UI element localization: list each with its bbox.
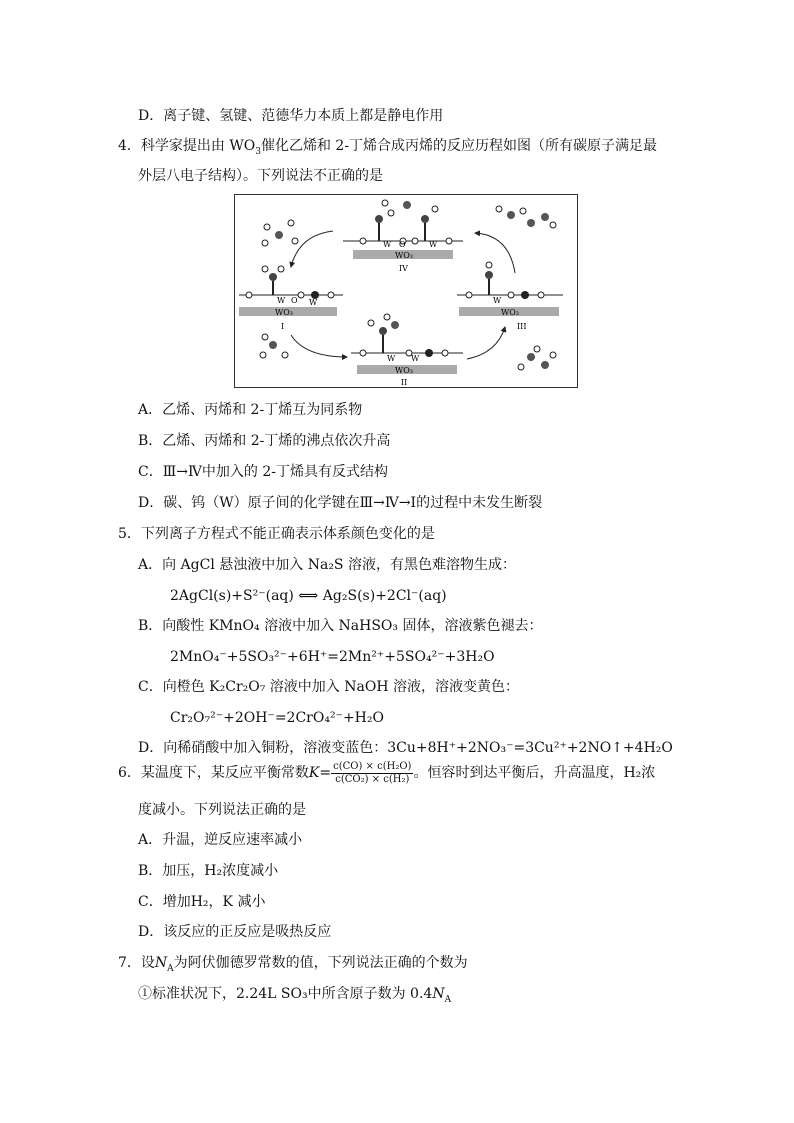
q4-option-a: A．乙烯、丙烯和 2-丁烯互为同系物	[138, 402, 363, 418]
o-label-iv: O	[399, 240, 406, 249]
molecule-bottom-right	[518, 346, 556, 370]
w-label-iv-b: W	[429, 240, 438, 249]
molecule-bottom-left	[260, 334, 288, 358]
q7-na-symbol: N	[154, 955, 168, 971]
q4-option-d: D．碳、钨（W）原子间的化学键在Ⅲ→Ⅳ→Ⅰ的过程中未发生断裂	[138, 495, 543, 511]
molecule-top-right	[496, 206, 556, 228]
q7-item-1-na-sub: A	[444, 994, 452, 1005]
w-label-i-b: W	[309, 298, 318, 307]
q5-option-a: A．向 AgCl 悬浊液中加入 Na₂S 溶液，有黑色难溶物生成：	[138, 557, 516, 573]
q4-stem-part1: 4．科学家提出由 WO	[118, 138, 256, 154]
q4-stem-line2: 外层八电子结构）。下列说法不正确的是	[138, 168, 383, 184]
molecule-top-left	[262, 220, 298, 246]
mechanism-diagram	[235, 195, 577, 387]
q4-stem-part2: 催化乙烯和 2-丁烯合成丙烯的反应历程如图（所有碳原子满足最	[260, 138, 658, 154]
q6-k-symbol: K=	[308, 765, 332, 781]
label-iv: IV	[399, 264, 408, 273]
q7-item-1	[138, 984, 451, 1004]
o-label-i: O	[291, 296, 298, 305]
q7-stem-part1: 7．设	[118, 955, 155, 971]
w-label-ii-b: W	[411, 354, 420, 363]
q7-na-sub: A	[167, 963, 174, 974]
q6-option-c: C．增加H₂，K 减小	[138, 894, 266, 910]
q6-denominator: c(CO₂) × c(H₂)	[335, 773, 410, 785]
q7-item-1-na: N	[432, 986, 445, 1002]
arrow-iii-to-iv	[475, 233, 515, 273]
q5-equation-b: 2MnO₄⁻+5SO₃²⁻+6H⁺=2Mn²⁺+5SO₄²⁻+3H₂O	[170, 649, 495, 665]
q6-numerator: c(CO) × c(H₂O)	[333, 760, 412, 772]
q5-option-d: D．向稀硝酸中加入铜粉，溶液变蓝色：3Cu+8H⁺+2NO₃⁻=3Cu²⁺+2NO↑+4H₂O	[138, 740, 673, 756]
q4-option-b: B．乙烯、丙烯和 2-丁烯的沸点依次升高	[138, 433, 391, 449]
q4-option-c: C．Ⅲ→Ⅳ中加入的 2-丁烯具有反式结构	[138, 464, 389, 480]
q4-stem-sub: 3	[255, 146, 261, 157]
q5-option-c: C．向橙色 K₂Cr₂O₇ 溶液中加入 NaOH 溶液，溶液变黄色：	[138, 679, 519, 695]
label-i: I	[281, 322, 285, 331]
q6-stem-line2: 度减小。下列说法正确的是	[138, 802, 306, 818]
q5-equation-a: 2AgCl(s)+S²⁻(aq) ⟺ Ag₂S(s)+2Cl⁻(aq)	[170, 588, 447, 604]
q5-equation-c: Cr₂O₇²⁻+2OH⁻=2CrO₄²⁻+H₂O	[170, 710, 384, 726]
reaction-mechanism-figure	[234, 194, 578, 388]
arrow-i-to-ii	[291, 335, 347, 357]
w-label-iv-a: W	[383, 240, 392, 249]
q5-stem: 5．下列离子方程式不能正确表示体系颜色变化的是	[118, 526, 435, 542]
q6-option-a: A．升温，逆反应速率减小	[138, 832, 303, 848]
q6-stem-line1	[118, 760, 655, 786]
arrow-iv-to-i	[291, 231, 333, 267]
q7-stem-part2: 为阿伏伽德罗常数的值，下列说法正确的个数为	[173, 955, 468, 971]
w-label-i: W	[277, 296, 286, 305]
q3-option-d: D．离子键、氢键、范德华力本质上都是静电作用	[138, 108, 444, 124]
q4-stem-line1	[118, 136, 657, 156]
q7-item-1-text: ①标准状况下，2.24L SO₃中所含原子数为 0.4	[138, 986, 433, 1002]
q5-option-b: B．向酸性 KMnO₄ 溶液中加入 NaHSO₃ 固体，溶液紫色褪去：	[138, 618, 543, 634]
wo3-label-ii: WO₃	[395, 366, 413, 375]
w-label-ii: W	[387, 354, 396, 363]
w-label-iii: W	[493, 296, 502, 305]
arrow-ii-to-iii	[467, 327, 505, 359]
q6-stem-part2: 。恒容时到达平衡后，升高温度，H₂浓	[413, 765, 656, 781]
wo3-label-iv: WO₃	[395, 251, 413, 260]
wo3-label-i: WO₃	[275, 308, 293, 317]
q6-option-b: B．加压，H₂浓度减小	[138, 863, 279, 879]
q6-k-fraction	[331, 761, 413, 786]
label-iii: III	[517, 322, 527, 331]
q7-stem	[118, 953, 468, 973]
wo3-label-iii: WO₃	[501, 308, 519, 317]
q6-stem-part1: 6．某温度下，某反应平衡常数	[118, 765, 309, 781]
label-ii: II	[401, 378, 408, 387]
q6-option-d: D．该反应的正反应是吸热反应	[138, 924, 332, 940]
